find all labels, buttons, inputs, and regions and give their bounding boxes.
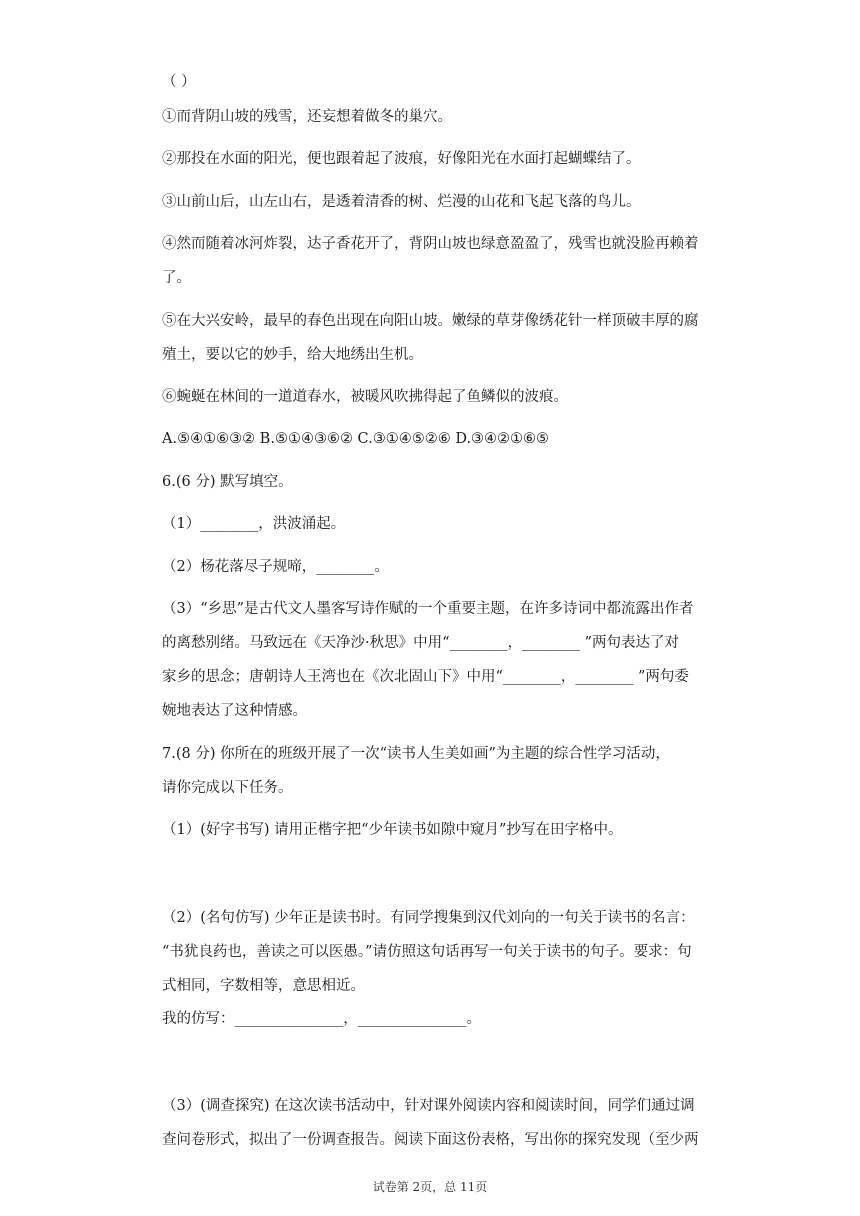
sentence-5: ⑤在大兴安岭，最早的春色出现在向阳山坡。嫩绿的草芽像绣花针一样顶破丰厚的腐 [162, 313, 699, 329]
sentence-2: ②那投在水面的阳光，便也跟着起了波痕，好像阳光在水面打起蝴蝶结了。 [162, 151, 641, 167]
question-6-item-3-cont-3: 婉地表达了这种情感。 [162, 703, 307, 719]
question-7-item-1: （1）(好字书写) 请用正楷字把“少年读书如隙中窥月”抄写在田字格中。 [162, 822, 623, 838]
question-7-item-3-cont: 查问卷形式，拟出了一份调查报告。阅读下面这份表格，写出你的探究发现（至少两 [162, 1132, 699, 1148]
page-footer: 试卷第 2页，总 11页 [372, 1180, 488, 1194]
question-7-item-2-cont-1: “书犹良药也，善读之可以医愚。”请仿照这句话再写一句关于读书的句子。要求：句 [162, 944, 692, 960]
question-6-item-3-cont-2: 家乡的思念；唐朝诗人王湾也在《次北固山下》中用“________，________ ”两句委 [162, 669, 689, 685]
sentence-1: ①而背阴山坡的残雪，还妄想着做冬的巢穴。 [162, 109, 452, 125]
question-7-title: 7.(8 分) 你所在的班级开展了一次“读书人生美如画”为主题的综合性学习活动， [162, 746, 670, 762]
question-6-item-3: （3）“乡思”是古代文人墨客写诗作赋的一个重要主题，在许多诗词中都流露出作者 [162, 601, 694, 617]
answer-bracket: （ ） [162, 74, 196, 90]
question-6-item-3-cont-1: 的离愁别绪。马致远在《天净沙·秋思》中用“________，________ ”两句表达了对 [162, 635, 680, 651]
question-7-item-3: （3）(调查探究) 在这次读书活动中，针对课外阅读内容和阅读时间，同学们通过调 [162, 1098, 695, 1114]
question-6-item-2: （2）杨花落尽子规啼，________。 [162, 559, 389, 575]
question-7-item-2-cont-2: 式相同，字数相等，意思相近。 [162, 978, 365, 994]
sentence-4-cont: 了。 [162, 270, 191, 286]
sentence-4: ④然而随着冰河炸裂，达子香花开了，背阴山坡也绿意盈盈了，残雪也就没脸再赖着 [162, 236, 699, 252]
imitation-answer-line: 我的仿写：_______________，_______________。 [162, 1011, 481, 1027]
answer-options: A.⑤④①⑥③② B.⑤①④③⑥② C.③①④⑤②⑥ D.③④②①⑥⑤ [162, 431, 550, 447]
question-6-title: 6.(6 分) 默写填空。 [162, 474, 293, 490]
question-7-title-cont: 请你完成以下任务。 [162, 780, 293, 796]
sentence-6: ⑥蜿蜒在林间的一道道春水，被暖风吹拂得起了鱼鳞似的波痕。 [162, 389, 568, 405]
question-6-item-1: （1）________，洪波涌起。 [162, 516, 346, 532]
sentence-3: ③山前山后，山左山右，是透着清香的树、烂漫的山花和飞起飞落的鸟儿。 [162, 194, 641, 210]
question-7-item-2: （2）(名句仿写) 少年正是读书时。有同学搜集到汉代刘向的一句关于读书的名言： [162, 910, 695, 926]
sentence-5-cont: 殖土，要以它的妙手，给大地绣出生机。 [162, 347, 423, 363]
